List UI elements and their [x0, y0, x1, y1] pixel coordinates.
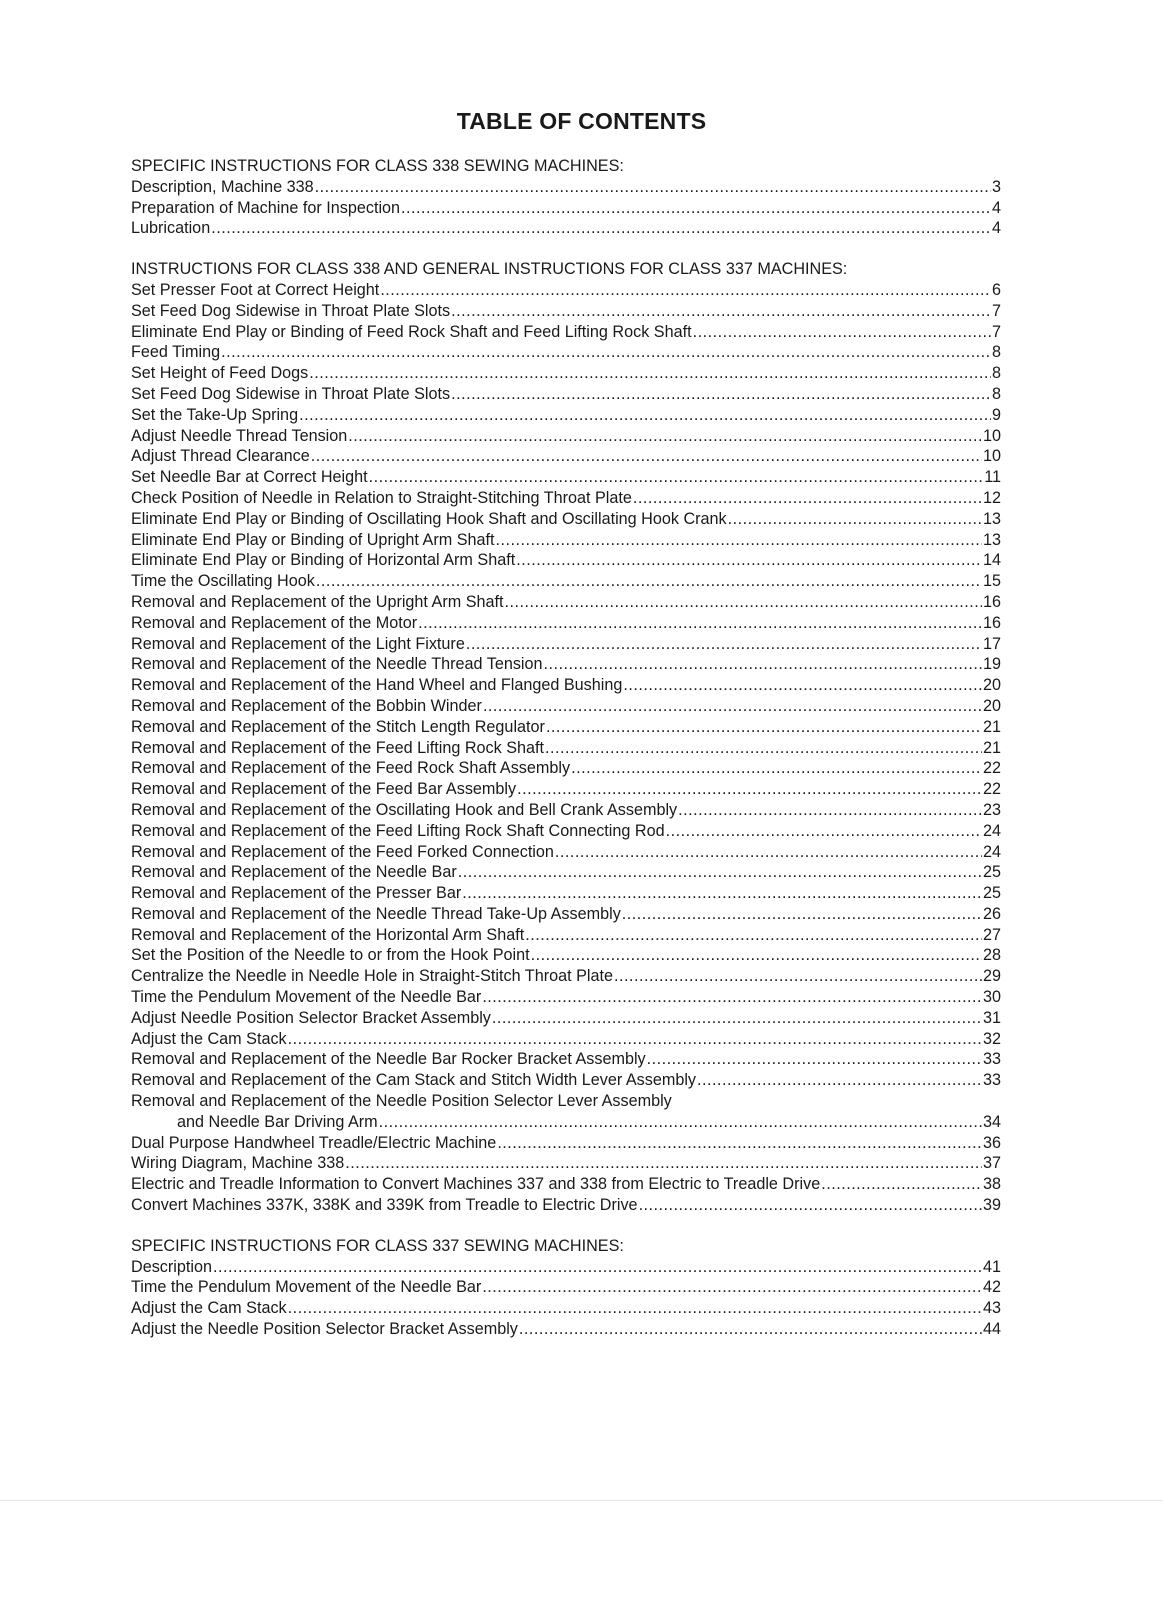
toc-entry	[131, 634, 1001, 655]
toc-entry-page: 8	[991, 364, 1001, 383]
dot-leader	[316, 571, 982, 592]
toc-entry	[131, 426, 1001, 447]
toc-entry	[131, 675, 1001, 696]
toc-entry-title: Removal and Replacement of the Needle Thread Take-Up Assembly	[131, 904, 621, 923]
dot-leader	[497, 1133, 982, 1154]
toc-entry-page: 21	[982, 738, 1001, 757]
toc-entry-page: 13	[982, 530, 1001, 549]
dot-leader	[483, 696, 982, 717]
toc-entry-title: Time the Pendulum Movement of the Needle Bar	[131, 988, 482, 1007]
toc-entry	[131, 654, 1001, 675]
dot-leader	[311, 446, 982, 467]
toc-entry-title: Removal and Replacement of the Stitch Length Regulator	[131, 717, 545, 736]
toc-entry	[131, 987, 1001, 1008]
toc-entry-title: Set the Position of the Needle to or from the Hook Point	[131, 946, 530, 965]
dot-leader	[213, 1257, 982, 1278]
toc-entry-title: Eliminate End Play or Binding of Upright Arm Shaft	[131, 530, 495, 549]
dot-leader	[458, 862, 982, 883]
dot-leader	[546, 717, 982, 738]
toc-entry-page: 16	[982, 613, 1001, 632]
toc-entry	[131, 945, 1001, 966]
toc-entry-page: 26	[982, 904, 1001, 923]
toc-entry-title: Removal and Replacement of the Hand Wheel and Flanged Bushing	[131, 676, 623, 695]
toc-entry	[131, 904, 1001, 925]
toc-entry	[131, 1298, 1001, 1319]
toc-entry-title: Lubrication	[131, 219, 211, 238]
toc-entry	[131, 280, 1001, 301]
toc-entry-page: 3	[991, 177, 1001, 196]
dot-leader	[211, 218, 991, 239]
toc-entry-page: 43	[982, 1299, 1001, 1318]
toc-entry-page: 20	[982, 676, 1001, 695]
toc-entry-page: 14	[982, 551, 1001, 570]
toc-entry-page: 32	[982, 1029, 1001, 1048]
toc-entry	[131, 322, 1001, 343]
toc-entry-title: Time the Oscillating Hook	[131, 572, 315, 591]
toc-entry-title: Set Needle Bar at Correct Height	[131, 468, 368, 487]
toc-entry-page: 30	[982, 988, 1001, 1007]
toc-entry	[131, 405, 1001, 426]
toc-entry	[131, 530, 1001, 551]
dot-leader	[571, 758, 982, 779]
toc-entry	[131, 177, 1001, 198]
toc-entry	[131, 1070, 1001, 1091]
toc-entry-page: 42	[982, 1278, 1001, 1297]
toc-entry-title: Convert Machines 337K, 338K and 339K from Treadle to Electric Drive	[131, 1196, 638, 1215]
toc-entry-title: Removal and Replacement of the Feed Lifting Rock Shaft Connecting Rod	[131, 821, 665, 840]
dot-leader	[728, 509, 982, 530]
table-of-contents	[131, 156, 1001, 1340]
toc-entry-page: 15	[982, 572, 1001, 591]
toc-entry-page: 16	[982, 592, 1001, 611]
toc-entry-continuation: and Needle Bar Driving Arm	[177, 1112, 378, 1131]
toc-entry-title: Adjust Thread Clearance	[131, 447, 310, 466]
toc-entry-page: 10	[982, 447, 1001, 466]
toc-entry-title: Eliminate End Play or Binding of Horizontal Arm Shaft	[131, 551, 516, 570]
toc-entry-page: 8	[991, 384, 1001, 403]
page-bottom-rule	[0, 1500, 1163, 1501]
toc-entry	[131, 1319, 1001, 1340]
toc-entry-title: Set Feed Dog Sidewise in Throat Plate Slots	[131, 384, 451, 403]
toc-entry	[131, 821, 1001, 842]
toc-entry-page: 21	[982, 717, 1001, 736]
toc-entry-page: 33	[982, 1050, 1001, 1069]
toc-entry-title: Set Feed Dog Sidewise in Throat Plate Slots	[131, 301, 451, 320]
toc-entry	[131, 301, 1001, 322]
toc-entry-title: Set Height of Feed Dogs	[131, 364, 309, 383]
toc-entry	[131, 218, 1001, 239]
toc-entry	[131, 717, 1001, 738]
section-heading: SPECIFIC INSTRUCTIONS FOR CLASS 337 SEWING MACHINES:	[131, 1236, 624, 1255]
dot-leader	[545, 738, 982, 759]
toc-entry-title: Adjust Needle Thread Tension	[131, 426, 348, 445]
toc-entry-title: Removal and Replacement of the Needle Position Selector Lever Assembly	[131, 1092, 672, 1111]
toc-entry	[131, 571, 1001, 592]
page-title: TABLE OF CONTENTS	[456, 108, 707, 134]
dot-leader	[647, 1049, 982, 1070]
dot-leader	[345, 1153, 982, 1174]
toc-entry	[131, 925, 1001, 946]
toc-entry-page: 29	[982, 967, 1001, 986]
toc-entry-title: Dual Purpose Handwheel Treadle/Electric Machine	[131, 1133, 497, 1152]
toc-entry-title: Eliminate End Play or Binding of Oscillating Hook Shaft and Oscillating Hook Crank	[131, 509, 727, 528]
toc-entry-page: 10	[982, 426, 1001, 445]
toc-entry-page: 28	[982, 946, 1001, 965]
dot-leader	[380, 280, 991, 301]
toc-entry	[131, 1008, 1001, 1029]
toc-entry	[131, 1112, 1001, 1133]
toc-entry-title: Removal and Replacement of the Cam Stack and Stitch Width Lever Assembly	[131, 1071, 697, 1090]
toc-entry-title: Eliminate End Play or Binding of Feed Rock Shaft and Feed Lifting Rock Shaft	[131, 322, 692, 341]
dot-leader	[666, 821, 982, 842]
section-heading: INSTRUCTIONS FOR CLASS 338 AND GENERAL INSTRUCTIONS FOR CLASS 337 MACHINES:	[131, 260, 848, 279]
toc-entry-page: 4	[991, 219, 1001, 238]
toc-entry-title: Time the Pendulum Movement of the Needle Bar	[131, 1278, 482, 1297]
toc-entry-page: 13	[982, 509, 1001, 528]
toc-entry-page: 36	[982, 1133, 1001, 1152]
dot-leader	[418, 613, 982, 634]
dot-leader	[516, 550, 982, 571]
toc-entry-title: Adjust the Needle Position Selector Bracket Assembly	[131, 1320, 518, 1339]
toc-entry	[131, 758, 1001, 779]
toc-entry-page: 8	[991, 343, 1001, 362]
toc-entry-page: 24	[982, 821, 1001, 840]
toc-entry-title: Removal and Replacement of the Bobbin Winder	[131, 696, 482, 715]
dot-leader	[221, 342, 991, 363]
toc-entry	[131, 1277, 1001, 1298]
dot-leader	[369, 467, 984, 488]
dot-leader	[555, 842, 982, 863]
toc-entry-page: 39	[982, 1196, 1001, 1215]
dot-leader	[288, 1298, 982, 1319]
dot-leader	[678, 800, 982, 821]
dot-leader	[519, 1319, 982, 1340]
toc-entry-title: Removal and Replacement of the Feed Forked Connection	[131, 842, 554, 861]
dot-leader	[496, 530, 982, 551]
toc-entry-page: 22	[982, 780, 1001, 799]
toc-entry-title: Removal and Replacement of the Light Fixture	[131, 634, 465, 653]
toc-entry-page: 12	[982, 488, 1001, 507]
dot-leader	[462, 883, 982, 904]
toc-entry-page: 7	[991, 301, 1001, 320]
toc-entry-page: 23	[982, 800, 1001, 819]
dot-leader	[451, 384, 991, 405]
toc-entry	[131, 592, 1001, 613]
toc-entry-title: Description	[131, 1257, 212, 1276]
toc-entry	[131, 696, 1001, 717]
toc-entry-title: Set the Take-Up Spring	[131, 405, 299, 424]
toc-entry	[131, 613, 1001, 634]
toc-entry-page: 20	[982, 696, 1001, 715]
toc-entry-title: Adjust the Cam Stack	[131, 1299, 287, 1318]
toc-entry-page: 7	[991, 322, 1001, 341]
toc-entry	[131, 488, 1001, 509]
dot-leader	[622, 904, 982, 925]
dot-leader	[451, 301, 991, 322]
toc-entry-title: Feed Timing	[131, 343, 221, 362]
dot-leader	[697, 1070, 982, 1091]
toc-entry	[131, 800, 1001, 821]
section-spacer	[131, 239, 1001, 259]
toc-entry-title: Removal and Replacement of the Motor	[131, 613, 418, 632]
dot-leader	[639, 1195, 982, 1216]
toc-entry	[131, 862, 1001, 883]
toc-entry-page: 31	[982, 1008, 1001, 1027]
toc-entry-title: Electric and Treadle Information to Convert Machines 337 and 338 from Electric to Treadle Drive	[131, 1175, 821, 1194]
dot-leader	[505, 592, 982, 613]
toc-entry	[131, 1174, 1001, 1195]
toc-entry-page: 24	[982, 842, 1001, 861]
dot-leader	[482, 1277, 982, 1298]
dot-leader	[492, 1008, 982, 1029]
dot-leader	[821, 1174, 982, 1195]
dot-leader	[693, 322, 991, 343]
toc-entry	[131, 842, 1001, 863]
toc-entry-page: 25	[982, 863, 1001, 882]
section-spacer	[131, 1216, 1001, 1236]
toc-entry-page: 9	[991, 405, 1001, 424]
toc-entry	[131, 779, 1001, 800]
toc-entry-page: 17	[982, 634, 1001, 653]
dot-leader	[531, 945, 982, 966]
toc-entry	[131, 467, 1001, 488]
toc-entry	[131, 738, 1001, 759]
toc-entry	[131, 1195, 1001, 1216]
toc-entry-page: 44	[982, 1320, 1001, 1339]
toc-entry	[131, 1029, 1001, 1050]
dot-leader	[379, 1112, 982, 1133]
toc-entry	[131, 1257, 1001, 1278]
toc-entry-title: Set Presser Foot at Correct Height	[131, 280, 380, 299]
toc-entry	[131, 1153, 1001, 1174]
toc-entry-page: 37	[982, 1154, 1001, 1173]
section-heading: SPECIFIC INSTRUCTIONS FOR CLASS 338 SEWING MACHINES:	[131, 157, 624, 175]
dot-leader	[299, 405, 991, 426]
toc-entry-title: Removal and Replacement of the Upright Arm Shaft	[131, 592, 504, 611]
toc-entry-page: 4	[991, 198, 1001, 217]
toc-entry-page: 6	[991, 280, 1001, 299]
dot-leader	[315, 177, 991, 198]
toc-entry	[131, 966, 1001, 987]
toc-entry-title: Removal and Replacement of the Needle Bar Rocker Bracket Assembly	[131, 1050, 646, 1069]
dot-leader	[348, 426, 982, 447]
toc-entry-page: 38	[982, 1175, 1001, 1194]
toc-entry	[131, 342, 1001, 363]
toc-entry	[131, 883, 1001, 904]
dot-leader	[401, 198, 991, 219]
toc-entry-title: Preparation of Machine for Inspection	[131, 198, 401, 217]
toc-entry	[131, 384, 1001, 405]
toc-entry-title: Removal and Replacement of the Needle Bar	[131, 863, 457, 882]
dot-leader	[525, 925, 982, 946]
dot-leader	[288, 1029, 982, 1050]
dot-leader	[633, 488, 982, 509]
toc-entry-page: 41	[982, 1257, 1001, 1276]
toc-entry-title: Check Position of Needle in Relation to Straight-Stitching Throat Plate	[131, 488, 632, 507]
toc-entry	[131, 1049, 1001, 1070]
toc-entry-title: Centralize the Needle in Needle Hole in Straight-Stitch Throat Plate	[131, 967, 613, 986]
toc-entry-page: 25	[982, 884, 1001, 903]
toc-entry-title: Removal and Replacement of the Horizontal Arm Shaft	[131, 925, 525, 944]
toc-entry-title: Description, Machine 338	[131, 177, 314, 196]
dot-leader	[309, 363, 991, 384]
toc-entry-title: Removal and Replacement of the Feed Bar Assembly	[131, 780, 517, 799]
toc-entry-title: Adjust Needle Position Selector Bracket Assembly	[131, 1008, 491, 1027]
toc-entry-page: 27	[982, 925, 1001, 944]
toc-entry	[131, 446, 1001, 467]
toc-entry-page: 34	[982, 1112, 1001, 1131]
toc-entry-page: 33	[982, 1071, 1001, 1090]
dot-leader	[614, 966, 982, 987]
dot-leader	[623, 675, 982, 696]
toc-entry	[131, 509, 1001, 530]
dot-leader	[466, 634, 982, 655]
toc-entry	[131, 1133, 1001, 1154]
toc-entry-page: 11	[984, 468, 1001, 487]
toc-entry-title: Removal and Replacement of the Feed Lifting Rock Shaft	[131, 738, 545, 757]
toc-entry-page: 19	[982, 655, 1001, 674]
toc-entry-title: Wiring Diagram, Machine 338	[131, 1154, 345, 1173]
toc-entry	[131, 550, 1001, 571]
toc-entry-title: Adjust the Cam Stack	[131, 1029, 287, 1048]
toc-entry	[131, 198, 1001, 219]
dot-leader	[517, 779, 982, 800]
dot-leader	[544, 654, 982, 675]
toc-entry-page: 22	[982, 759, 1001, 778]
toc-entry-title: Removal and Replacement of the Feed Rock Shaft Assembly	[131, 759, 571, 778]
toc-entry-title: Removal and Replacement of the Needle Thread Tension	[131, 655, 543, 674]
toc-entry-title: Removal and Replacement of the Presser Bar	[131, 884, 462, 903]
dot-leader	[482, 987, 982, 1008]
toc-entry	[131, 363, 1001, 384]
toc-entry-title: Removal and Replacement of the Oscillating Hook and Bell Crank Assembly	[131, 800, 678, 819]
